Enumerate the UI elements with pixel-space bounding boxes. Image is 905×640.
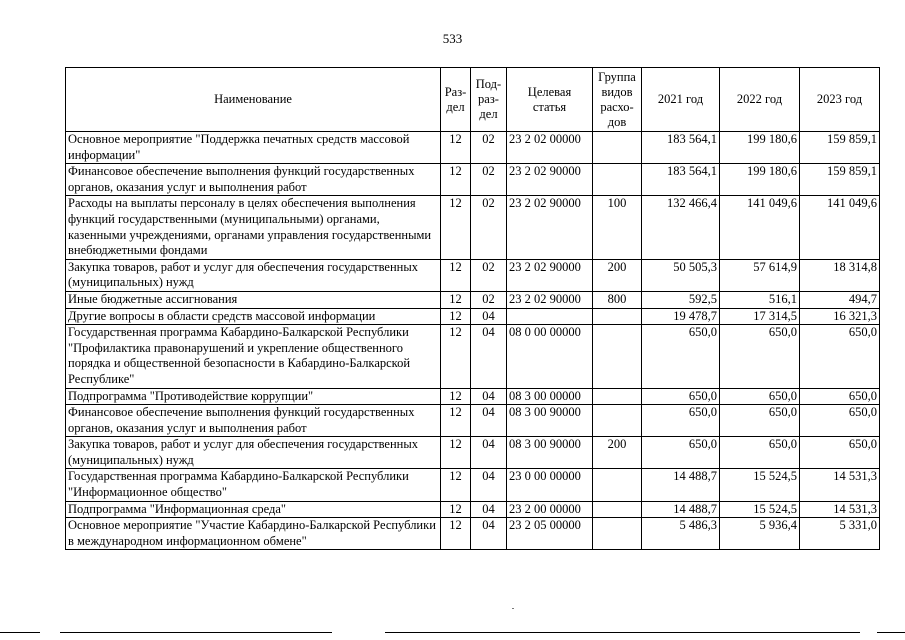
row-2023-cell: 650,0 [800, 405, 880, 437]
row-2022-cell: 650,0 [720, 325, 800, 388]
row-2022-cell: 57 614,9 [720, 259, 800, 291]
row-group-cell [593, 308, 642, 325]
row-name-cell: Закупка товаров, работ и услуг для обеспечения государственных (муниципальных) нужд [66, 259, 441, 291]
header-subsection-text: Под- раз- дел [475, 77, 502, 121]
row-2021-cell: 183 564,1 [642, 132, 720, 164]
row-name-cell: Государственная программа Кабардино-Балкарской Республики "Информационное общество" [66, 469, 441, 501]
row-section-cell: 12 [441, 308, 471, 325]
row-2023-cell: 159 859,1 [800, 164, 880, 196]
row-section-cell: 12 [441, 164, 471, 196]
row-2022-cell: 17 314,5 [720, 308, 800, 325]
row-2021-cell: 650,0 [642, 388, 720, 405]
row-subsection-cell: 02 [471, 164, 507, 196]
row-2022-cell: 15 524,5 [720, 501, 800, 518]
row-2022-cell: 650,0 [720, 405, 800, 437]
header-name: Наименование [66, 68, 441, 132]
row-group-cell [593, 388, 642, 405]
row-target-cell: 23 2 02 00000 [507, 132, 593, 164]
row-group-cell [593, 501, 642, 518]
row-subsection-cell: 02 [471, 259, 507, 291]
row-section-cell: 12 [441, 291, 471, 308]
header-group-text: Группа видов расхо- дов [598, 69, 636, 129]
row-2022-cell: 5 936,4 [720, 518, 800, 550]
row-target-cell: 23 2 00 00000 [507, 501, 593, 518]
row-2021-cell: 132 466,4 [642, 196, 720, 259]
footer-rule [385, 632, 860, 633]
row-group-cell [593, 518, 642, 550]
row-target-cell [507, 308, 593, 325]
row-2021-cell: 650,0 [642, 405, 720, 437]
row-2022-cell: 199 180,6 [720, 164, 800, 196]
row-2021-cell: 50 505,3 [642, 259, 720, 291]
row-2023-cell: 650,0 [800, 325, 880, 388]
row-target-cell: 08 3 00 90000 [507, 405, 593, 437]
row-2022-cell: 15 524,5 [720, 469, 800, 501]
row-target-cell: 23 2 05 00000 [507, 518, 593, 550]
row-name-cell: Основное мероприятие "Участие Кабардино-Балкарской Республики в международном информационном обмене" [66, 518, 441, 550]
footer-rule [60, 632, 332, 633]
row-group-cell [593, 405, 642, 437]
row-section-cell: 12 [441, 259, 471, 291]
row-2021-cell: 14 488,7 [642, 501, 720, 518]
row-subsection-cell: 02 [471, 291, 507, 308]
row-group-cell: 800 [593, 291, 642, 308]
row-target-cell: 23 2 02 90000 [507, 291, 593, 308]
row-2023-cell: 650,0 [800, 437, 880, 469]
row-name-cell: Подпрограмма "Противодействие коррупции" [66, 388, 441, 405]
header-year-2023: 2023 год [800, 68, 880, 132]
row-name-cell: Расходы на выплаты персоналу в целях обеспечения выполнения функций государственными (муниципальными) органами, казенными учреждениями, органами управления государственными внебюджетными фондами [66, 196, 441, 259]
row-2022-cell: 141 049,6 [720, 196, 800, 259]
header-year-2022: 2022 год [720, 68, 800, 132]
table-row [66, 325, 880, 388]
row-subsection-cell: 04 [471, 437, 507, 469]
row-name-cell: Государственная программа Кабардино-Балкарской Республики "Профилактика правонарушений и укрепление общественного порядка и общественной безопасности в Кабардино-Балкарской Республике" [66, 325, 441, 388]
row-subsection-cell: 04 [471, 325, 507, 388]
header-expense-group [593, 68, 642, 132]
budget-table [65, 67, 880, 550]
table-row [66, 405, 880, 437]
table-row [66, 308, 880, 325]
table-row [66, 291, 880, 308]
row-target-cell: 08 3 00 00000 [507, 388, 593, 405]
row-section-cell: 12 [441, 469, 471, 501]
footer-rule [0, 632, 40, 633]
table-row [66, 437, 880, 469]
row-subsection-cell: 04 [471, 388, 507, 405]
row-target-cell: 23 2 02 90000 [507, 259, 593, 291]
row-group-cell: 100 [593, 196, 642, 259]
row-section-cell: 12 [441, 388, 471, 405]
row-2021-cell: 650,0 [642, 437, 720, 469]
row-subsection-cell: 02 [471, 132, 507, 164]
row-group-cell [593, 469, 642, 501]
row-section-cell: 12 [441, 437, 471, 469]
row-name-cell: Основное мероприятие "Поддержка печатных средств массовой информации" [66, 132, 441, 164]
row-name-cell: Закупка товаров, работ и услуг для обеспечения государственных (муниципальных) нужд [66, 437, 441, 469]
row-name-cell: Финансовое обеспечение выполнения функций государственных органов, оказания услуг и выполнения работ [66, 405, 441, 437]
row-2023-cell: 14 531,3 [800, 501, 880, 518]
row-2021-cell: 592,5 [642, 291, 720, 308]
table-row [66, 196, 880, 259]
row-target-cell: 23 0 00 00000 [507, 469, 593, 501]
row-2022-cell: 650,0 [720, 437, 800, 469]
row-name-cell: Иные бюджетные ассигнования [66, 291, 441, 308]
row-name-cell: Финансовое обеспечение выполнения функций государственных органов, оказания услуг и выполнения работ [66, 164, 441, 196]
row-subsection-cell: 02 [471, 196, 507, 259]
row-name-cell: Другие вопросы в области средств массовой информации [66, 308, 441, 325]
scan-dot [512, 608, 514, 609]
row-2021-cell: 183 564,1 [642, 164, 720, 196]
table-row [66, 469, 880, 501]
row-2022-cell: 650,0 [720, 388, 800, 405]
row-2023-cell: 494,7 [800, 291, 880, 308]
header-subsection [471, 68, 507, 132]
row-section-cell: 12 [441, 518, 471, 550]
row-name-cell: Подпрограмма "Информационная среда" [66, 501, 441, 518]
row-group-cell: 200 [593, 437, 642, 469]
row-2021-cell: 19 478,7 [642, 308, 720, 325]
row-subsection-cell: 04 [471, 501, 507, 518]
row-group-cell [593, 164, 642, 196]
row-target-cell: 23 2 02 90000 [507, 164, 593, 196]
table-row [66, 259, 880, 291]
row-subsection-cell: 04 [471, 469, 507, 501]
row-2022-cell: 199 180,6 [720, 132, 800, 164]
table-row [66, 518, 880, 550]
row-section-cell: 12 [441, 501, 471, 518]
row-2023-cell: 16 321,3 [800, 308, 880, 325]
header-section [441, 68, 471, 132]
row-target-cell: 08 0 00 00000 [507, 325, 593, 388]
row-section-cell: 12 [441, 196, 471, 259]
row-target-cell: 23 2 02 90000 [507, 196, 593, 259]
footer-rule [877, 632, 905, 633]
row-section-cell: 12 [441, 132, 471, 164]
row-subsection-cell: 04 [471, 518, 507, 550]
row-group-cell [593, 325, 642, 388]
row-target-cell: 08 3 00 90000 [507, 437, 593, 469]
row-2021-cell: 14 488,7 [642, 469, 720, 501]
row-2023-cell: 5 331,0 [800, 518, 880, 550]
row-2023-cell: 159 859,1 [800, 132, 880, 164]
row-group-cell [593, 132, 642, 164]
row-group-cell: 200 [593, 259, 642, 291]
row-subsection-cell: 04 [471, 405, 507, 437]
table-row [66, 132, 880, 164]
row-2023-cell: 141 049,6 [800, 196, 880, 259]
table-row [66, 388, 880, 405]
row-section-cell: 12 [441, 405, 471, 437]
row-2023-cell: 18 314,8 [800, 259, 880, 291]
header-row [66, 68, 880, 132]
table-row [66, 164, 880, 196]
row-2021-cell: 650,0 [642, 325, 720, 388]
row-2022-cell: 516,1 [720, 291, 800, 308]
row-section-cell: 12 [441, 325, 471, 388]
header-year-2021: 2021 год [642, 68, 720, 132]
header-target-text: Целевая статья [527, 84, 572, 114]
page-number: 533 [442, 31, 463, 46]
row-2023-cell: 14 531,3 [800, 469, 880, 501]
row-subsection-cell: 04 [471, 308, 507, 325]
header-target-article [507, 68, 593, 132]
header-section-text: Раз- дел [444, 84, 467, 114]
row-2023-cell: 650,0 [800, 388, 880, 405]
row-2021-cell: 5 486,3 [642, 518, 720, 550]
table-row [66, 501, 880, 518]
